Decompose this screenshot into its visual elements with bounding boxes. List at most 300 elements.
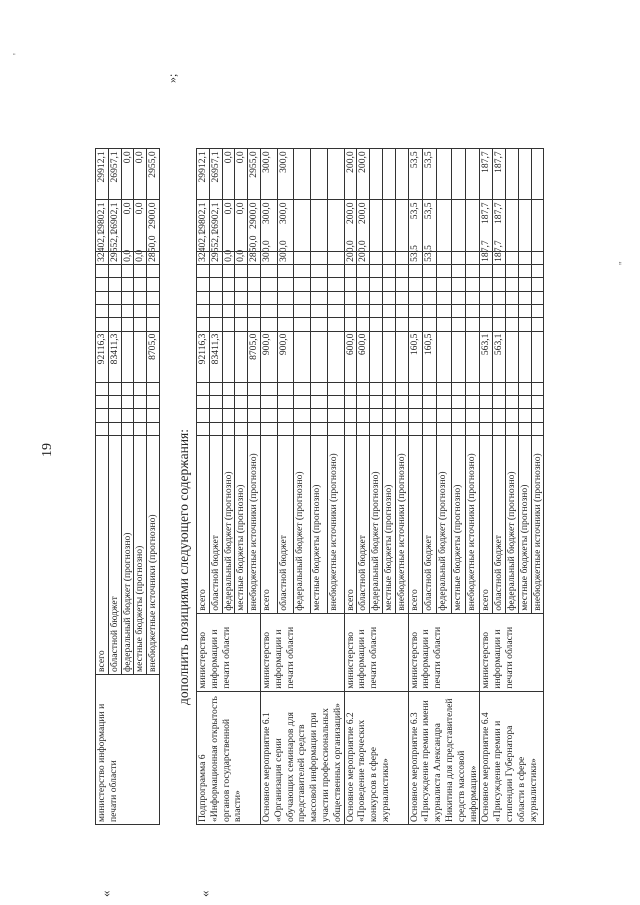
value-cell — [395, 318, 408, 331]
value-cell — [108, 304, 121, 317]
value-cell — [96, 382, 109, 395]
value-cell — [382, 382, 395, 395]
source-cell: всего — [197, 435, 210, 613]
value-cell: 0,0 — [121, 251, 134, 264]
value-cell: 29912,1 — [197, 149, 210, 200]
value-cell — [121, 331, 134, 382]
value-cell — [209, 304, 222, 317]
value-cell: 300,0 — [277, 200, 294, 251]
source-cell: областной бюджет — [493, 435, 506, 613]
value-cell — [465, 395, 479, 408]
value-cell — [395, 200, 408, 251]
value-cell — [531, 291, 544, 304]
value-cell: 0,0 — [222, 251, 235, 264]
value-cell: 26902,1 — [108, 200, 121, 251]
value-cell — [505, 278, 518, 291]
value-cell: 300,0 — [260, 149, 277, 200]
value-cell: 300,0 — [260, 200, 277, 251]
value-cell — [480, 382, 493, 395]
value-cell — [327, 200, 344, 251]
value-cell — [197, 422, 210, 435]
value-cell: 32402,1 — [96, 251, 109, 264]
value-cell — [134, 382, 147, 395]
value-cell — [357, 422, 370, 435]
value-cell — [437, 331, 451, 382]
program-name-cell: Основное мероприятие 6.2 «Проведение творческих конкурсов в сфере журналистики» — [344, 691, 408, 824]
value-cell: 53,5 — [422, 200, 436, 251]
source-cell: федеральный бюджет (прогнозно) — [121, 435, 134, 674]
value-cell — [108, 278, 121, 291]
value-cell — [505, 200, 518, 251]
source-cell: федеральный бюджет (прогнозно) — [222, 435, 235, 613]
value-cell — [96, 264, 109, 277]
value-cell: 26902,1 — [209, 200, 222, 251]
value-cell — [465, 382, 479, 395]
value-cell — [505, 331, 518, 382]
value-cell — [370, 264, 383, 277]
value-cell — [260, 291, 277, 304]
value-cell — [327, 409, 344, 422]
executor-cell: министерство информации и печати области — [344, 613, 408, 691]
value-cell: 0,0 — [222, 149, 235, 200]
value-cell — [518, 291, 531, 304]
source-cell: внебюджетные источники (прогнозно) — [531, 435, 544, 613]
value-cell: 53,5 — [422, 251, 436, 264]
program-name-cell: Основное мероприятие 6.1 «Организация серии обучающих семинаров для представителей средств массовой информации при участии профессиональных общественных организаций» — [260, 691, 344, 824]
value-cell — [134, 264, 147, 277]
value-cell — [395, 395, 408, 408]
value-cell — [408, 278, 422, 291]
value-cell — [505, 251, 518, 264]
value-cell: 2850,0 — [147, 251, 160, 264]
table-row — [408, 98, 422, 825]
value-cell — [422, 264, 436, 277]
value-cell — [505, 382, 518, 395]
value-cell — [260, 318, 277, 331]
source-cell: областной бюджет — [422, 435, 436, 613]
value-cell — [235, 291, 248, 304]
source-cell: местные бюджеты (прогнозно) — [451, 435, 465, 613]
source-cell: всего — [480, 435, 493, 613]
value-cell — [357, 318, 370, 331]
source-cell: федеральный бюджет (прогнозно) — [294, 435, 311, 613]
value-cell: 8705,0 — [248, 331, 261, 382]
value-cell — [422, 304, 436, 317]
value-cell — [260, 409, 277, 422]
value-cell — [451, 318, 465, 331]
value-cell — [248, 409, 261, 422]
source-cell: внебюджетные источники (прогнозно) — [248, 435, 261, 613]
value-cell: 600,0 — [344, 331, 357, 382]
value-cell — [437, 409, 451, 422]
value-cell: 200,0 — [357, 200, 370, 251]
value-cell: 0,0 — [121, 200, 134, 251]
value-cell — [197, 409, 210, 422]
value-cell — [197, 382, 210, 395]
value-cell — [209, 291, 222, 304]
source-cell: внебюджетные источники (прогнозно) — [395, 435, 408, 613]
value-cell — [311, 304, 328, 317]
value-cell: 0,0 — [134, 149, 147, 200]
value-cell — [260, 395, 277, 408]
value-cell — [465, 278, 479, 291]
value-cell — [370, 149, 383, 200]
value-cell — [518, 264, 531, 277]
value-cell — [518, 422, 531, 435]
value-cell: 83411,3 — [108, 331, 121, 382]
value-cell — [248, 291, 261, 304]
value-cell — [222, 318, 235, 331]
value-cell — [294, 304, 311, 317]
value-cell — [222, 331, 235, 382]
source-cell: областной бюджет — [357, 435, 370, 613]
source-cell: внебюджетные источники (прогнозно) — [147, 435, 160, 674]
value-cell — [531, 395, 544, 408]
source-cell: внебюджетные источники (прогнозно) — [327, 435, 344, 613]
value-cell — [260, 422, 277, 435]
value-cell — [493, 409, 506, 422]
value-cell — [209, 395, 222, 408]
value-cell — [505, 264, 518, 277]
executor-cell: министерство информации и печати области — [260, 613, 344, 691]
executor-cell: министерство информации и печати области — [96, 674, 160, 824]
value-cell — [108, 264, 121, 277]
value-cell — [370, 278, 383, 291]
value-cell — [357, 278, 370, 291]
source-cell: местные бюджеты (прогнозно) — [134, 435, 147, 674]
table-row — [260, 98, 277, 825]
value-cell — [465, 304, 479, 317]
value-cell — [209, 278, 222, 291]
value-cell — [480, 422, 493, 435]
value-cell — [197, 318, 210, 331]
program-name-cell: Основное мероприятие 6.3 «Присуждение премии имени журналиста Александра Никитина для представителей средств массовой информации» — [408, 691, 480, 824]
value-cell — [344, 382, 357, 395]
value-cell — [518, 251, 531, 264]
value-cell: 187,7 — [493, 200, 506, 251]
value-cell — [408, 395, 422, 408]
value-cell — [121, 409, 134, 422]
value-cell — [147, 318, 160, 331]
value-cell — [422, 395, 436, 408]
value-cell — [344, 395, 357, 408]
value-cell — [518, 278, 531, 291]
main-open-quote: « — [197, 890, 212, 897]
source-cell: федеральный бюджет (прогнозно) — [370, 435, 383, 613]
table-row — [344, 98, 357, 825]
value-cell — [382, 251, 395, 264]
value-cell — [395, 291, 408, 304]
value-cell — [235, 422, 248, 435]
value-cell — [422, 409, 436, 422]
value-cell — [96, 278, 109, 291]
value-cell: 187,7 — [493, 149, 506, 200]
value-cell — [437, 200, 451, 251]
scan-mark-left: ' — [12, 53, 23, 55]
value-cell — [134, 291, 147, 304]
value-cell — [277, 382, 294, 395]
value-cell: 2850,0 — [248, 251, 261, 264]
value-cell — [408, 382, 422, 395]
program-name-cell: Подпрограмма 6 «Информационная открытость органов государственной власти» — [197, 691, 261, 824]
value-cell — [209, 409, 222, 422]
value-cell — [395, 278, 408, 291]
value-cell — [505, 422, 518, 435]
value-cell — [134, 409, 147, 422]
value-cell — [518, 331, 531, 382]
value-cell — [465, 331, 479, 382]
value-cell: 200,0 — [357, 251, 370, 264]
value-cell — [260, 278, 277, 291]
value-cell — [370, 200, 383, 251]
value-cell — [370, 422, 383, 435]
value-cell: 0,0 — [235, 149, 248, 200]
value-cell — [197, 291, 210, 304]
value-cell — [96, 409, 109, 422]
value-cell — [493, 278, 506, 291]
value-cell — [121, 278, 134, 291]
value-cell — [248, 422, 261, 435]
program-name-cell: Основное мероприятие 6.4 «Присуждение премии и стипендии Губернатора области в сфере журналистики» — [480, 691, 544, 824]
value-cell — [422, 291, 436, 304]
value-cell: 53,5 — [408, 251, 422, 264]
value-cell: 187,7 — [493, 251, 506, 264]
source-cell: внебюджетные источники (прогнозно) — [465, 435, 479, 613]
value-cell: 29552,1 — [209, 251, 222, 264]
value-cell — [327, 291, 344, 304]
value-cell — [327, 264, 344, 277]
value-cell — [370, 304, 383, 317]
value-cell — [370, 291, 383, 304]
value-cell — [96, 395, 109, 408]
value-cell — [311, 200, 328, 251]
value-cell — [134, 318, 147, 331]
value-cell — [465, 200, 479, 251]
value-cell: 187,7 — [480, 149, 493, 200]
value-cell — [277, 264, 294, 277]
value-cell — [108, 318, 121, 331]
value-cell — [197, 304, 210, 317]
value-cell — [277, 291, 294, 304]
source-cell: всего — [96, 435, 109, 674]
value-cell — [294, 200, 311, 251]
value-cell — [235, 331, 248, 382]
value-cell — [480, 409, 493, 422]
value-cell — [395, 251, 408, 264]
source-cell: местные бюджеты (прогнозно) — [518, 435, 531, 613]
value-cell — [327, 149, 344, 200]
value-cell — [395, 264, 408, 277]
source-cell: областной бюджет — [277, 435, 294, 613]
value-cell: 0,0 — [222, 200, 235, 251]
value-cell — [260, 304, 277, 317]
source-cell: областной бюджет — [209, 435, 222, 613]
value-cell — [451, 251, 465, 264]
value-cell: 83411,3 — [209, 331, 222, 382]
value-cell — [437, 149, 451, 200]
value-cell — [147, 304, 160, 317]
value-cell — [294, 382, 311, 395]
value-cell — [518, 200, 531, 251]
value-cell: 32402,1 — [197, 251, 210, 264]
value-cell — [422, 382, 436, 395]
value-cell — [209, 264, 222, 277]
value-cell — [395, 331, 408, 382]
value-cell — [260, 382, 277, 395]
value-cell — [121, 395, 134, 408]
value-cell — [222, 278, 235, 291]
value-cell — [451, 395, 465, 408]
value-cell — [197, 395, 210, 408]
value-cell — [395, 304, 408, 317]
value-cell — [222, 382, 235, 395]
value-cell — [96, 291, 109, 304]
value-cell — [147, 264, 160, 277]
value-cell — [395, 382, 408, 395]
value-cell — [108, 422, 121, 435]
value-cell — [395, 409, 408, 422]
value-cell — [480, 291, 493, 304]
source-cell: всего — [344, 435, 357, 613]
value-cell — [327, 251, 344, 264]
value-cell: 300,0 — [260, 251, 277, 264]
value-cell: 2955,0 — [147, 149, 160, 200]
value-cell — [327, 331, 344, 382]
value-cell — [505, 149, 518, 200]
value-cell — [422, 422, 436, 435]
value-cell — [465, 264, 479, 277]
value-cell — [531, 149, 544, 200]
value-cell — [108, 382, 121, 395]
value-cell — [382, 200, 395, 251]
value-cell — [277, 304, 294, 317]
scan-mark-bottom: '' — [618, 261, 629, 265]
value-cell — [327, 382, 344, 395]
value-cell — [222, 422, 235, 435]
executor-cell: министерство информации и печати области — [197, 613, 261, 691]
value-cell — [344, 422, 357, 435]
value-cell — [518, 382, 531, 395]
value-cell — [235, 395, 248, 408]
value-cell: 53,5 — [408, 200, 422, 251]
value-cell — [121, 318, 134, 331]
value-cell — [121, 304, 134, 317]
value-cell — [344, 304, 357, 317]
value-cell: 300,0 — [277, 251, 294, 264]
value-cell — [408, 264, 422, 277]
value-cell — [327, 395, 344, 408]
value-cell — [382, 304, 395, 317]
value-cell — [327, 318, 344, 331]
value-cell — [209, 422, 222, 435]
value-cell — [134, 395, 147, 408]
value-cell — [294, 395, 311, 408]
value-cell — [235, 264, 248, 277]
top-budget-table — [95, 97, 160, 825]
value-cell — [277, 395, 294, 408]
value-cell — [248, 382, 261, 395]
value-cell — [96, 318, 109, 331]
value-cell — [518, 395, 531, 408]
value-cell — [422, 278, 436, 291]
value-cell — [147, 395, 160, 408]
value-cell — [197, 264, 210, 277]
value-cell — [451, 264, 465, 277]
value-cell — [451, 382, 465, 395]
value-cell — [451, 291, 465, 304]
intro-text: дополнить позициями следующего содержания: — [176, 428, 191, 705]
source-cell: местные бюджеты (прогнозно) — [235, 435, 248, 613]
value-cell — [147, 382, 160, 395]
value-cell: 200,0 — [357, 149, 370, 200]
value-cell — [222, 395, 235, 408]
value-cell — [294, 409, 311, 422]
value-cell: 0,0 — [134, 200, 147, 251]
value-cell: 0,0 — [235, 200, 248, 251]
value-cell — [531, 318, 544, 331]
value-cell — [147, 422, 160, 435]
value-cell — [311, 278, 328, 291]
value-cell — [382, 395, 395, 408]
source-cell: федеральный бюджет (прогнозно) — [437, 435, 451, 613]
value-cell — [134, 278, 147, 291]
value-cell — [235, 278, 248, 291]
value-cell — [408, 304, 422, 317]
value-cell — [277, 318, 294, 331]
value-cell: 0,0 — [121, 149, 134, 200]
value-cell — [382, 409, 395, 422]
value-cell — [357, 304, 370, 317]
value-cell — [248, 318, 261, 331]
value-cell — [480, 395, 493, 408]
value-cell — [222, 291, 235, 304]
value-cell — [493, 395, 506, 408]
value-cell — [370, 251, 383, 264]
value-cell — [96, 304, 109, 317]
value-cell — [277, 422, 294, 435]
value-cell — [465, 318, 479, 331]
value-cell: 8705,0 — [147, 331, 160, 382]
value-cell — [437, 422, 451, 435]
value-cell: 187,7 — [480, 251, 493, 264]
value-cell — [437, 291, 451, 304]
value-cell — [531, 264, 544, 277]
value-cell — [408, 409, 422, 422]
value-cell — [357, 291, 370, 304]
value-cell: 200,0 — [344, 200, 357, 251]
value-cell — [531, 251, 544, 264]
value-cell — [311, 149, 328, 200]
value-cell — [518, 149, 531, 200]
value-cell — [493, 422, 506, 435]
top-open-quote: « — [98, 890, 113, 897]
value-cell: 160,5 — [422, 331, 436, 382]
value-cell — [121, 422, 134, 435]
value-cell — [197, 278, 210, 291]
value-cell — [531, 422, 544, 435]
value-cell — [408, 318, 422, 331]
value-cell — [311, 382, 328, 395]
value-cell: 26957,1 — [209, 149, 222, 200]
value-cell — [222, 304, 235, 317]
value-cell — [294, 278, 311, 291]
value-cell: 29552,1 — [108, 251, 121, 264]
value-cell — [222, 264, 235, 277]
executor-cell: министерство информации и печати области — [480, 613, 544, 691]
value-cell — [382, 291, 395, 304]
value-cell — [327, 278, 344, 291]
value-cell — [209, 318, 222, 331]
